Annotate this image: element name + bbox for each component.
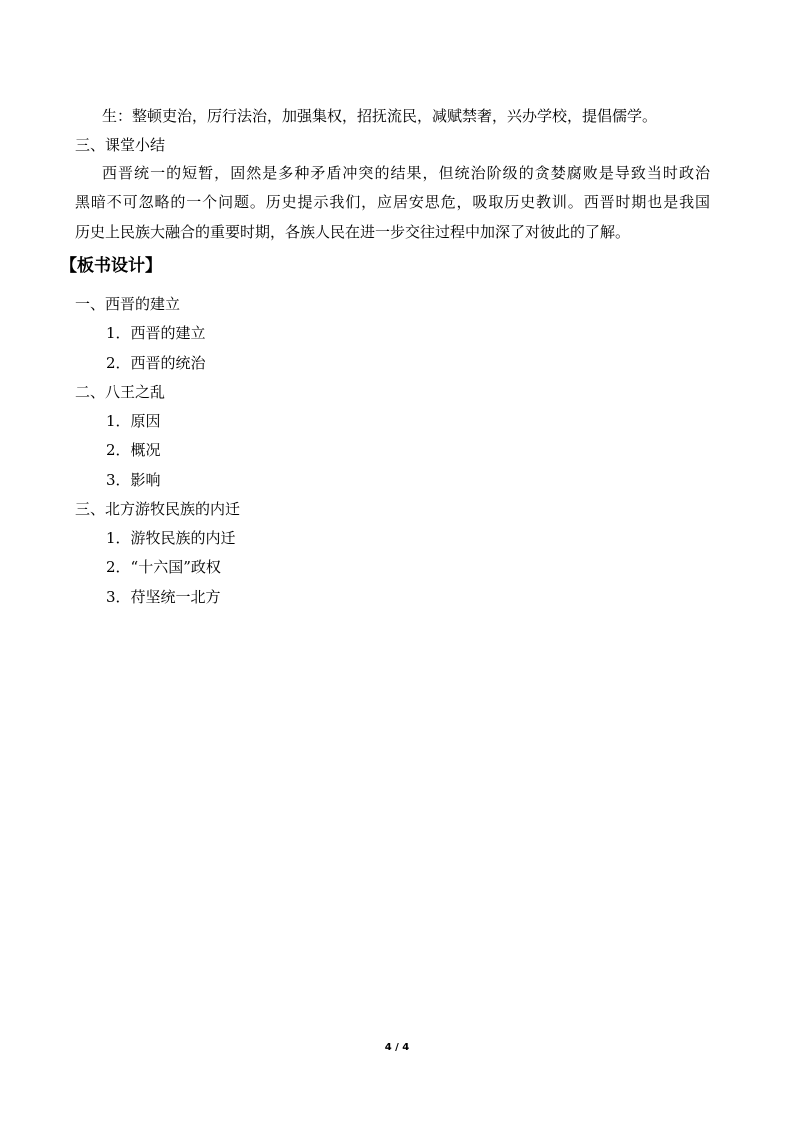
summary-line: 西晋统一的短暂，固然是多种矛盾冲突的结果，但统治阶级的贪婪腐败是导致当时政治 bbox=[102, 164, 710, 182]
section-item: 2．“十六国”政权 bbox=[106, 558, 221, 576]
measures-line: 生：整顿吏治，厉行法治，加强集权，招抚流民，减赋禁奢，兴办学校，提倡儒学。 bbox=[102, 107, 658, 125]
section-heading: 一、西晋的建立 bbox=[75, 295, 181, 313]
section-item: 1．原因 bbox=[106, 412, 161, 430]
section-item: 2．概况 bbox=[106, 441, 161, 459]
section-item: 1．游牧民族的内迁 bbox=[106, 529, 236, 547]
section-heading: 三、北方游牧民族的内迁 bbox=[75, 500, 241, 518]
summary-line: 历史上民族大融合的重要时期，各族人民在进一步交往过程中加深了对彼此的了解。 bbox=[75, 223, 631, 241]
board-title: 【板书设计】 bbox=[60, 256, 162, 276]
summary-line: 黑暗不可忽略的一个问题。历史提示我们，应居安思危，吸取历史教训。西晋时期也是我国 bbox=[75, 193, 710, 211]
section-item: 3．影响 bbox=[106, 471, 161, 489]
page-number: 4 / 4 bbox=[384, 1042, 410, 1053]
section-item: 3．苻坚统一北方 bbox=[106, 588, 221, 606]
section-item: 2．西晋的统治 bbox=[106, 354, 206, 372]
section-item: 1．西晋的建立 bbox=[106, 324, 206, 342]
section-heading: 二、八王之乱 bbox=[75, 383, 166, 401]
summary-heading: 三、课堂小结 bbox=[75, 136, 166, 154]
